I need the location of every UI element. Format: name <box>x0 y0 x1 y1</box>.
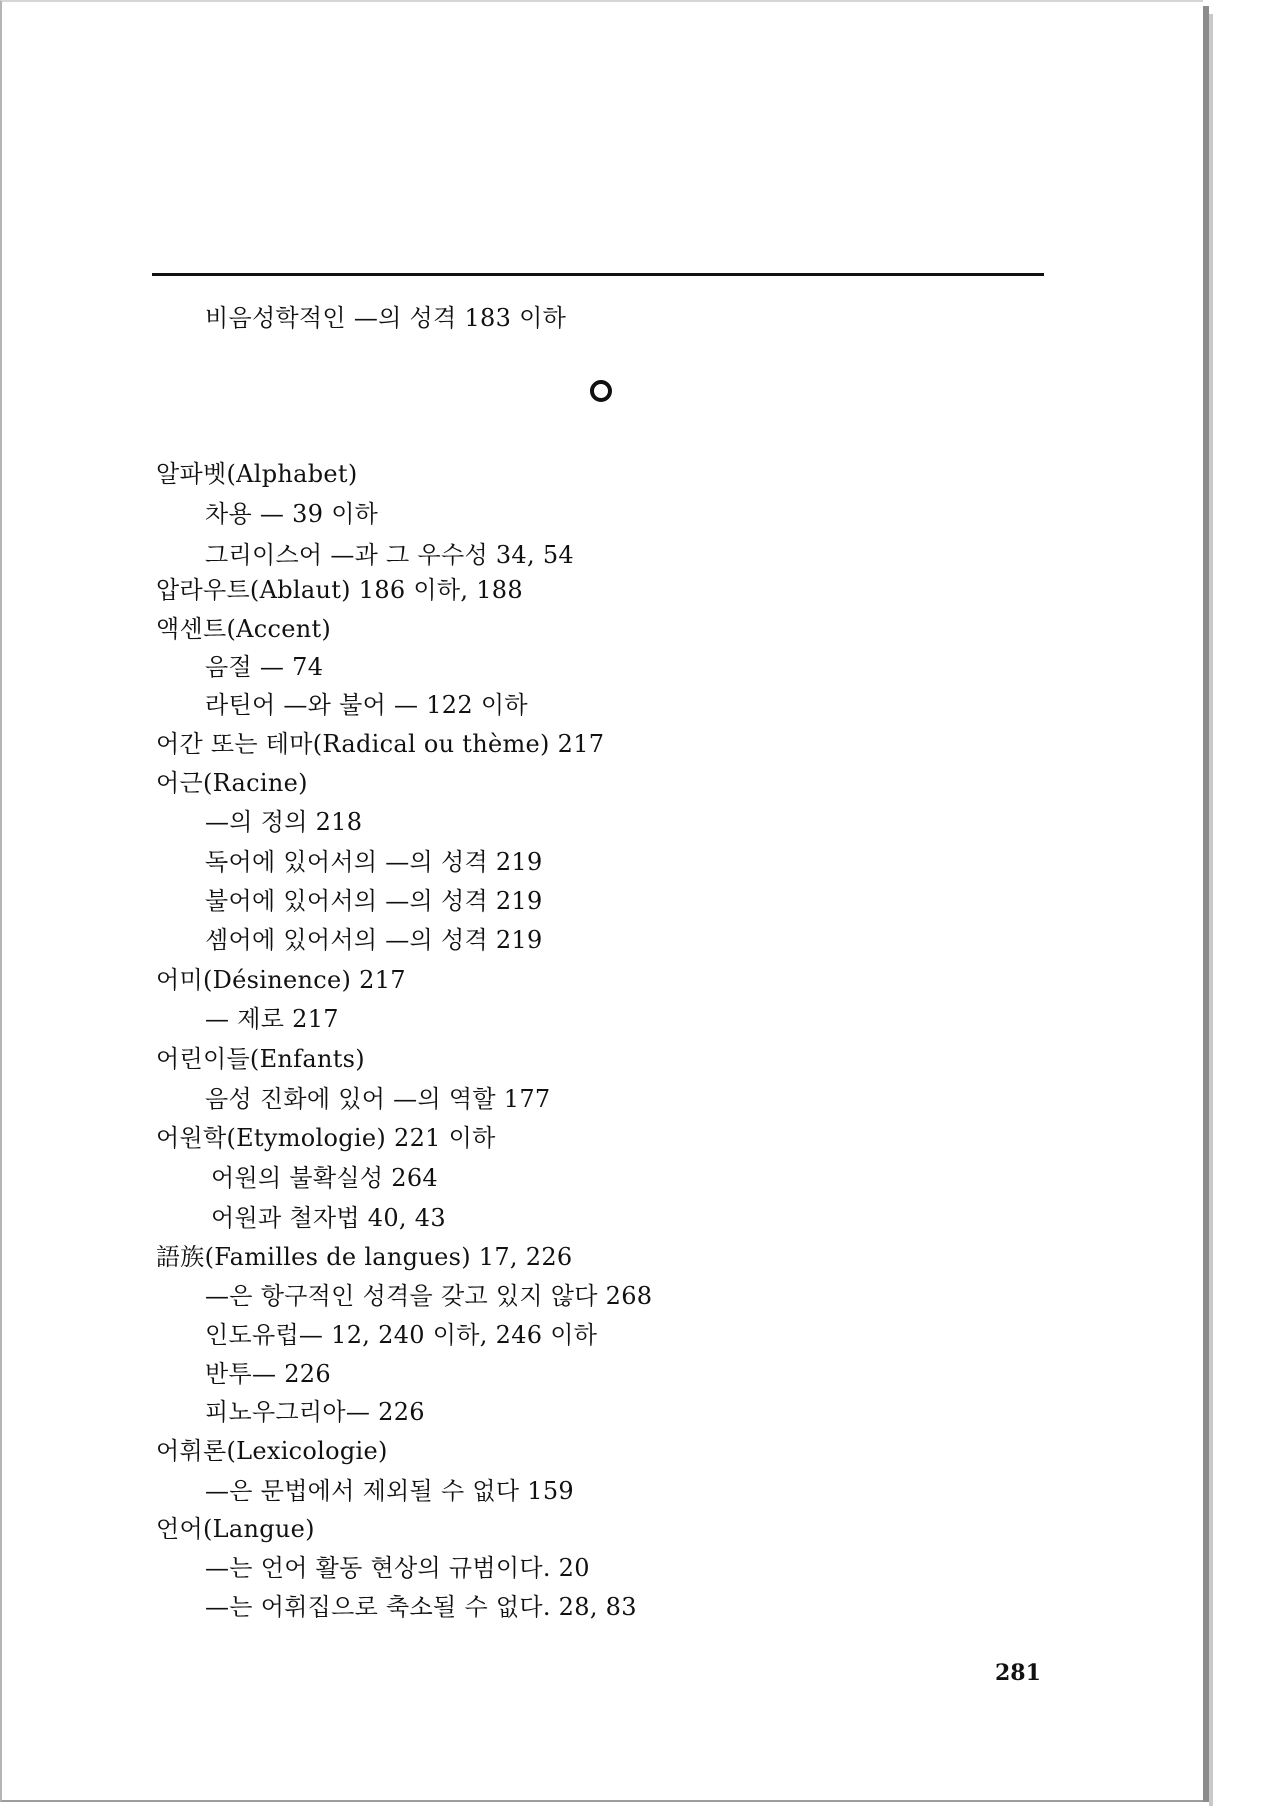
index-entry: 어원학(Etymologie) 221 이하 <box>156 1124 496 1152</box>
index-entry: 압라우트(Ablaut) 186 이하, 188 <box>156 576 523 604</box>
index-subentry: —은 항구적인 성격을 갖고 있지 않다 268 <box>205 1282 653 1310</box>
index-subentry: 불어에 있어서의 —의 성격 219 <box>205 887 543 915</box>
index-subentry: 그리이스어 —과 그 우수성 34, 54 <box>205 541 574 569</box>
index-entry: 어린이들(Enfants) <box>156 1045 365 1073</box>
index-subentry: 어원과 철자법 40, 43 <box>211 1204 446 1232</box>
page-number: 281 <box>995 1660 1041 1686</box>
index-subentry: —는 언어 활동 현상의 규범이다. 20 <box>205 1554 590 1582</box>
index-subentry: 음절 — 74 <box>205 653 324 681</box>
index-subentry: 어원의 불확실성 264 <box>211 1164 438 1192</box>
index-continuation-line: 비음성학적인 —의 성격 183 이하 <box>205 304 567 332</box>
page-edge-shadow-outer <box>1209 14 1213 1806</box>
index-entry: 액센트(Accent) <box>156 615 332 643</box>
index-entry: 어근(Racine) <box>156 769 308 797</box>
index-entry: 언어(Langue) <box>156 1515 315 1543</box>
index-entry: 어휘론(Lexicologie) <box>156 1437 388 1465</box>
index-subentry: 음성 진화에 있어 —의 역할 177 <box>205 1085 551 1113</box>
index-entry: 어간 또는 테마(Radical ou thème) 217 <box>156 730 605 758</box>
section-letter-ieung <box>590 380 612 402</box>
index-subentry: 인도유럽— 12, 240 이하, 246 이하 <box>205 1321 598 1349</box>
index-subentry: 셈어에 있어서의 —의 성격 219 <box>205 926 543 954</box>
index-entry: 알파벳(Alphabet) <box>156 460 358 488</box>
index-subentry: 차용 — 39 이하 <box>205 500 379 528</box>
index-subentry: 라틴어 —와 불어 — 122 이하 <box>205 691 528 719</box>
header-rule <box>152 273 1044 276</box>
index-subentry: 피노우그리아— 226 <box>205 1398 425 1426</box>
index-subentry: 반투— 226 <box>205 1360 331 1388</box>
index-entry: 語族(Familles de langues) 17, 226 <box>156 1243 573 1271</box>
index-subentry: —은 문법에서 제외될 수 없다 159 <box>205 1477 574 1505</box>
index-subentry: —의 정의 218 <box>205 808 363 836</box>
index-entry: 어미(Désinence) 217 <box>156 966 406 994</box>
index-subentry: — 제로 217 <box>205 1005 339 1033</box>
index-subentry: —는 어휘집으로 축소될 수 없다. 28, 83 <box>205 1593 637 1621</box>
index-subentry: 독어에 있어서의 —의 성격 219 <box>205 848 543 876</box>
